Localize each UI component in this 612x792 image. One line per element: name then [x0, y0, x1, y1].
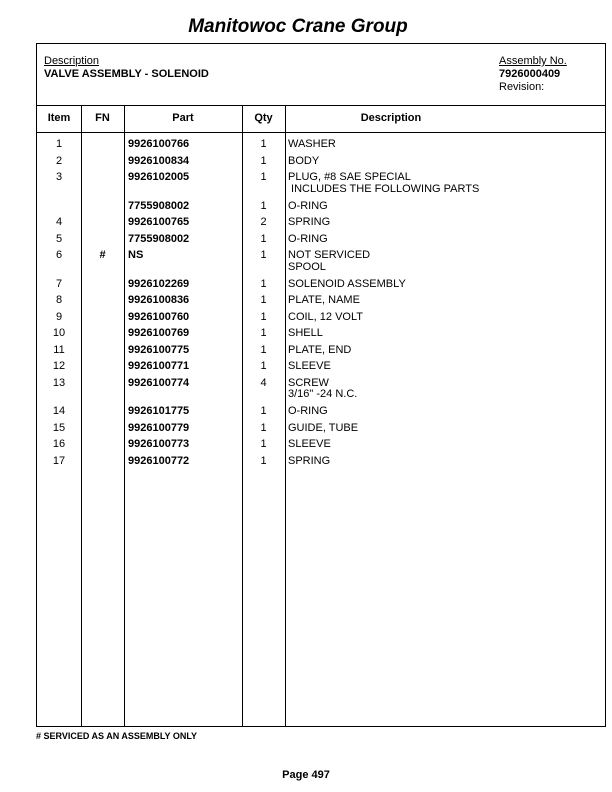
part-number: 7755908002 — [128, 199, 190, 212]
part-description: SPRING — [288, 216, 331, 228]
part-description: NOT SERVICED SPOOL — [288, 249, 371, 273]
item-number: 13 — [52, 376, 66, 389]
quantity: 1 — [260, 438, 267, 450]
part-description: GUIDE, TUBE — [288, 421, 359, 434]
part-description: SOLENOID ASSEMBLY — [288, 277, 406, 290]
part-number: 9926100765 — [128, 216, 190, 228]
part-number: 9926100775 — [128, 343, 190, 356]
item-number: 9 — [55, 310, 63, 323]
part-number: 9926100769 — [128, 327, 190, 339]
table-row — [37, 456, 605, 473]
part-description: O-RING — [288, 232, 328, 245]
quantity: 1 — [260, 343, 267, 356]
part-number: 9926100836 — [128, 294, 190, 306]
part-number: 9926100760 — [128, 310, 190, 323]
part-number: 9926102005 — [128, 171, 190, 183]
table-row — [37, 139, 605, 156]
part-number: 9926100834 — [128, 154, 190, 167]
part-number: 9926100773 — [128, 438, 190, 450]
parts-table-body — [37, 139, 605, 472]
table-row — [37, 250, 605, 279]
parts-list-frame — [36, 43, 606, 727]
table-row — [37, 378, 605, 407]
quantity: 1 — [260, 454, 267, 467]
column-header-description: Description — [360, 112, 422, 124]
part-number: 9926100766 — [128, 138, 190, 150]
table-row — [37, 439, 605, 456]
part-number: 7755908002 — [128, 232, 190, 245]
quantity: 1 — [260, 277, 267, 290]
item-number: 4 — [55, 216, 63, 228]
part-number: NS — [128, 249, 144, 261]
part-description: SCREW 3/16" -24 N.C. — [288, 376, 358, 400]
table-row — [37, 234, 605, 251]
table-row — [37, 172, 605, 201]
item-number: 14 — [52, 405, 66, 417]
part-number: 9926100779 — [128, 421, 190, 434]
assembly-header — [37, 44, 605, 106]
part-description: COIL, 12 VOLT — [288, 310, 363, 323]
part-description: PLATE, NAME — [288, 294, 360, 306]
footnote: # SERVICED AS AN ASSEMBLY ONLY — [36, 731, 198, 741]
quantity: 2 — [260, 216, 267, 228]
quantity: 1 — [260, 138, 267, 150]
part-number: 9926100774 — [128, 376, 190, 389]
quantity: 1 — [260, 232, 267, 245]
assembly-no-caption: Assembly No. — [499, 55, 567, 67]
table-row — [37, 312, 605, 329]
assembly-no-value: 7926000409 — [499, 68, 561, 80]
item-number: 3 — [55, 171, 63, 183]
column-header-part: Part — [172, 112, 194, 124]
table-row — [37, 201, 605, 218]
table-row — [37, 328, 605, 345]
column-header-qty: Qty — [254, 112, 273, 124]
description-value: VALVE ASSEMBLY - SOLENOID — [44, 68, 209, 80]
table-row — [37, 406, 605, 423]
part-description: PLUG, #8 SAE SPECIAL INCLUDES THE FOLLOWING PARTS — [288, 171, 480, 195]
quantity: 1 — [260, 405, 267, 417]
part-number: 9926102269 — [128, 277, 190, 290]
part-description: BODY — [288, 154, 320, 167]
item-number: 1 — [55, 138, 63, 150]
quantity: 4 — [260, 376, 267, 389]
part-description: O-RING — [288, 405, 328, 417]
description-caption: Description — [44, 55, 100, 67]
table-row — [37, 217, 605, 234]
item-number: 7 — [55, 277, 63, 290]
column-header-fn: FN — [95, 112, 110, 124]
item-number: 8 — [55, 294, 63, 306]
part-description: SHELL — [288, 327, 323, 339]
quantity: 1 — [260, 360, 267, 372]
quantity: 1 — [260, 421, 267, 434]
item-number: 5 — [55, 232, 63, 245]
table-row — [37, 361, 605, 378]
part-number: 9926100772 — [128, 454, 190, 467]
item-number: 6 — [55, 249, 63, 261]
quantity: 1 — [260, 154, 267, 167]
table-row — [37, 345, 605, 362]
column-header-item: Item — [47, 112, 71, 124]
quantity: 1 — [260, 294, 267, 306]
column-header-row — [37, 105, 605, 133]
table-row — [37, 423, 605, 440]
fn-marker: # — [99, 249, 106, 261]
part-description: SPRING — [288, 454, 331, 467]
item-number: 17 — [52, 454, 66, 467]
revision-caption: Revision: — [499, 81, 545, 93]
item-number: 16 — [52, 438, 66, 450]
part-number: 9926101775 — [128, 405, 190, 417]
quantity: 1 — [260, 249, 267, 261]
quantity: 1 — [260, 310, 267, 323]
page-title: Manitowoc Crane Group — [188, 16, 408, 37]
table-row — [37, 295, 605, 312]
part-description: SLEEVE — [288, 438, 331, 450]
item-number: 11 — [53, 343, 65, 356]
table-row — [37, 279, 605, 296]
item-number: 2 — [55, 154, 63, 167]
quantity: 1 — [260, 199, 267, 212]
part-description: SLEEVE — [288, 360, 331, 372]
page-number: Page 497 — [282, 769, 330, 781]
part-description: WASHER — [288, 138, 336, 150]
part-description: O-RING — [288, 199, 328, 212]
table-row — [37, 156, 605, 173]
quantity: 1 — [260, 327, 267, 339]
part-description: PLATE, END — [288, 343, 352, 356]
part-number: 9926100771 — [128, 360, 190, 372]
item-number: 10 — [52, 327, 66, 339]
item-number: 15 — [52, 421, 66, 434]
quantity: 1 — [260, 171, 267, 183]
item-number: 12 — [52, 360, 66, 372]
